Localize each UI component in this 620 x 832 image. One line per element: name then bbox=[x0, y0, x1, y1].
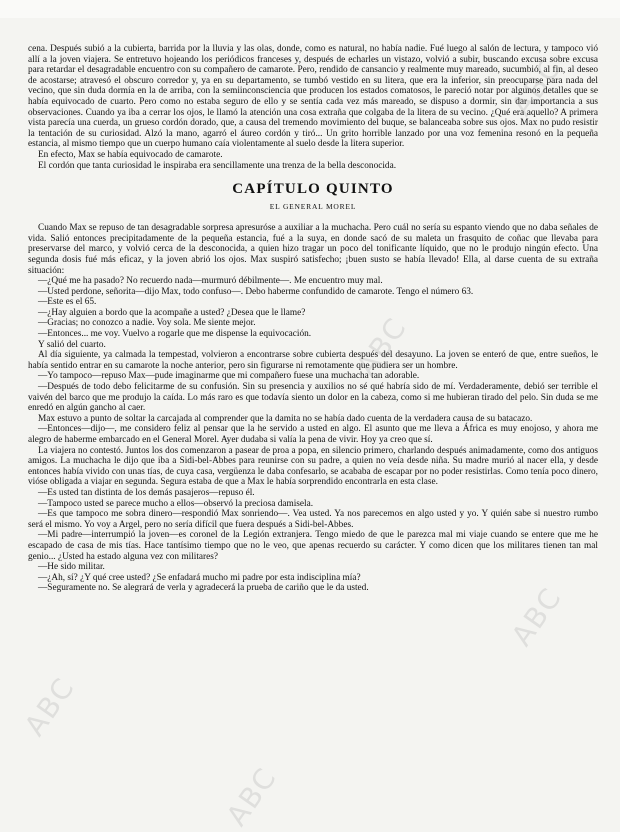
dialogue-line: —Seguramente no. Se alegrará de verla y agradecerá la prueba de cariño que le da usted. bbox=[38, 583, 369, 594]
dialogue-line: —Usted perdone, señorita—dijo Max, todo confuso—. Debo haberme confundido de camarote. Tengo el número 63. bbox=[38, 286, 474, 297]
dialogue-line: —He sido militar. bbox=[38, 562, 105, 573]
chapter-subtitle: EL GENERAL MOREL bbox=[269, 202, 357, 212]
watermark-logo: ABC bbox=[505, 51, 569, 122]
dialogue-line: —Tampoco usted se parece mucho a ellos—observó la preciosa damisela. bbox=[38, 498, 314, 509]
dialogue-line: —Entonces... me voy. Vuelvo a rogarle que me dispense la equivocación. bbox=[38, 329, 312, 340]
dialogue-line: —Mi padre—interrumpió la joven—es coronel de la Legión extranjera. Tengo miedo de que le parezca mal mi viaje cuando se entere que me he escapado de casa de mis tías. Hace tantísimo tiempo que no le veo, que apenas recuerdo su carácter. Y como dicen que los militares tienen tan mal genio... ¿Usted ha estado alguna vez con militares? bbox=[28, 530, 598, 562]
body-paragraph: Max estuvo a punto de soltar la carcajada al comprender que la damita no se había dado cuenta de la verdadera causa de su batacazo. bbox=[38, 413, 533, 424]
intro-paragraph: cena. Después subió a la cubierta, barrida por la lluvia y las olas, donde, como es natural, no había nadie. Fué luego al salón de lectura, y tampoco vió allí a la joven viajera. Se entretuvo hojeando los periódicos franceses y, después de echarles un vistazo, volvió a subir, buscando excusa sobre excusa para retardar el desagradable encuentro con su compañero de camarote. Pero, rendido de cansancio y realmente muy mareado, sucumbió, al fin, al deseo de acostarse; atravesó el obscuro corredor y, ya en su departamento, se tumbó vestido en su litera, que era la inferior, sin preocuparse para nada del vecino, que sin duda dormía en la de arriba, con la semiinconsciencia que producen los estados comatosos, le pareció notar por algunos detalles que se había equivocado de cuarto. Pero como no estaba seguro de ello y se sentía cada vez más mareado, se dispuso a dormir, sin dar importancia a sus observaciones. Cuando ya iba a cerrar los ojos, le llamó la atención una cosa extraña que colgaba de la litera de su vecino. ¿Qué era aquello? A primera vista parecía una cuerda, un grueso cordón dorado, que, a causa del tremendo movimiento del buque, se balanceaba sobre sus ojos. Max no pudo resistir la tentación de su curiosidad. Alzó la mano, agarró el áureo cordón y tiró... Un grito horrible lanzado por una voz femenina resonó en la pequeña estancia, al mismo tiempo que un cuerpo humano caía violentamente al suelo desde la litera superior. bbox=[28, 44, 598, 150]
document-page bbox=[28, 44, 598, 594]
body-paragraph: Cuando Max se repuso de tan desagradable sorpresa apresuróse a auxiliar a la muchacha. Pero cuál no sería su espanto viendo que no daba señales de vida. Salió entonces precipitadamente de la pequeña estancia, fué a la suya, en donde sacó de su maleta un frasquito de coñac que llevaba para preservarse del marco, y volvió cerca de la desconocida, a quien hizo tragar un poco del tonificante líquido, que no le produjo ningún efecto. Una segunda dosis fué más eficaz, y la joven abrió los ojos. Max suspiró satisfecho; ¡buen susto se había llevado! Ella, al darse cuenta de su extraña situación: bbox=[28, 223, 598, 276]
dialogue-line: —Yo tampoco—repuso Max—pude imaginarme que mi compañero fuese una muchacha tan adorable. bbox=[38, 371, 420, 382]
body-paragraph: Al día siguiente, ya calmada la tempestad, volvieron a encontrarse sobre cubierta después del desayuno. La joven se enteró de que, entre sueños, le había sentido entrar en su camarote la noche anterior, pero sin figurarse ni remotamente que pudiera ser un hombre. bbox=[28, 350, 598, 371]
intro-paragraph: El cordón que tanta curiosidad le inspiraba era sencillamente una trenza de la bella desconocida. bbox=[38, 160, 397, 171]
watermark-logo: ABC bbox=[220, 761, 284, 832]
watermark-logo: ABC bbox=[18, 671, 82, 742]
dialogue-line: —¿Hay alguien a bordo que la acompañe a usted? ¿Desea que le llame? bbox=[38, 307, 306, 318]
dialogue-line: —Entonces—dijo—, me considero feliz al pensar que la he servido a usted en algo. El asunto que me lleva a África es muy enojoso, y ahora me alegro de haberme embarcado en el General Morel. Ayer dudaba si valía la pena de vivir. Hoy ya creo que sí. bbox=[28, 424, 598, 445]
dialogue-line: —Es usted tan distinta de los demás pasajeros—repuso él. bbox=[38, 487, 255, 498]
body-paragraph: La viajera no contestó. Juntos los dos comenzaron a pasear de proa a popa, en silencio primero, charlando después animadamente, como dos antiguos amigos. La muchacha le dijo que iba a Sidi-bel-Abbes para reunirse con su padre, a quien no veía desde niña. Su madre murió al nacer ella, y desde entonces había vivido con unas tías, de cuya casa, vergüenza le daba confesarlo, se acababa de escapar por no poder resistirlas. Como tenía poco dinero, vióse obligada a viajar en segunda. Segura estaba de que a Max le había sorprendido encontrarla en esta clase. bbox=[28, 445, 598, 488]
dialogue-line: —¿Qué me ha pasado? No recuerdo nada—murmuró débilmente—. Me encuentro muy mal. bbox=[38, 276, 383, 287]
page-top-margin bbox=[0, 0, 620, 18]
dialogue-line: —Este es el 65. bbox=[38, 297, 97, 308]
intro-paragraph: En efecto, Max se había equivocado de camarote. bbox=[38, 149, 223, 160]
watermark-logo: ABC bbox=[505, 581, 569, 652]
dialogue-line: —¿Ah, sí? ¿Y qué cree usted? ¿Se enfadará mucho mi padre por esta indisciplina mía? bbox=[38, 572, 361, 583]
dialogue-line: —Después de todo debo felicitarme de su confusión. Sin su presencia y auxilios no sé qué habría sido de mí. Verdaderamente, debió ser terrible el vaivén del barco que me produjo la caída. Lo más raro es que todavía siento un dolor en la cabeza, como si me hubieran tirado del pelo. Sin duda se me enredó en algún gancho al caer. bbox=[28, 382, 598, 414]
dialogue-line: —Es que tampoco me sobra dinero—respondió Max sonriendo—. Vea usted. Ya nos parecemos en algo usted y yo. Y quién sabe si nuestro rumbo será el mismo. Yo voy a Argel, pero no sería difícil que fuera después a Sidi-bel-Abbes. bbox=[28, 509, 598, 530]
chapter-title: CAPÍTULO QUINTO bbox=[232, 181, 394, 198]
body-paragraph: Y salió del cuarto. bbox=[38, 339, 106, 350]
watermark-logo: ABC bbox=[350, 311, 414, 382]
dialogue-line: —Gracias; no conozco a nadie. Voy sola. Me siente mejor. bbox=[38, 318, 256, 329]
